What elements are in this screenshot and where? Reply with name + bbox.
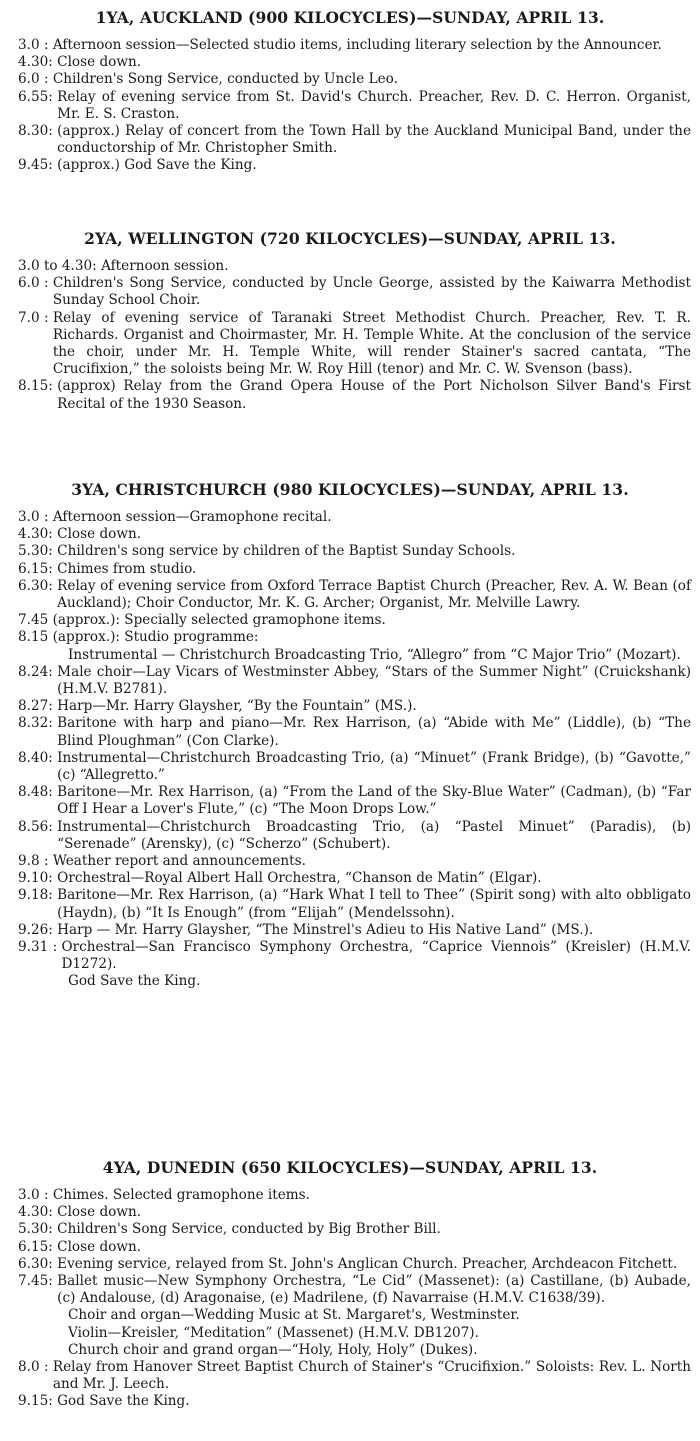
entry-text: Evening service, relayed from St. John's Anglican Church. Preacher, Archdeacon Fitchett. [57, 1255, 678, 1272]
entry-text: (approx.) God Save the King. [57, 157, 257, 174]
programme-entry [18, 578, 691, 612]
entry-text: Afternoon session—Selected studio items, including literary selection by the Announcer. [52, 37, 662, 53]
entry-time: 8.0 : [18, 1359, 53, 1376]
entry-text: Male choir—Lay Vicars of Westminster Abbey, “Stars of the Summer Night” (Cruickshank) (H.M.V. B2781). [57, 663, 691, 698]
entry-text: Close down. [57, 526, 142, 543]
programme-entry [18, 1256, 691, 1273]
programme-entry [18, 526, 691, 543]
programme-entry [18, 870, 691, 887]
programme-entry [18, 89, 691, 123]
programme-entry [18, 819, 691, 853]
programme-entry [18, 509, 691, 526]
section-title-2ya: 2YA, WELLINGTON (720 KILOCYCLES)—SUNDAY, APRIL 13. [84, 229, 616, 248]
entry-text: Relay of evening service from St. David's Church. Preacher, Rev. D. C. Herron. Organist, Mr. E. S. Craston. [57, 88, 691, 122]
entry-text: Relay of evening service of Taranaki Street Methodist Church. Preacher, Rev. T. R. Richards. Organist and Choirmaster, Mr. H. Temple White. At the conclusion of the service the choir, under Mr. H. Temple White, will render Stainer's sacred cantata, “The Crucifixion,” the soloists being Mr. W. Roy Hill (tenor) and Mr. C. W. Svenson (bass). [52, 309, 691, 378]
entry-time: 6.15: [18, 560, 58, 577]
programme-entry [18, 1187, 691, 1204]
god-save-the-king: God Save the King. [68, 973, 201, 990]
programme-sub-entry: Church choir and grand organ—“Holy, Holy, Holy” (Dukes). [68, 1341, 478, 1358]
entry-text: Baritone—Mr. Rex Harrison, (a) “Hark What I tell to Thee” (Spirit song) with alto obbligato (Haydn), (b) “It Is Enough” (from “Elijah” (Mendelssohn). [57, 887, 691, 921]
programme-entry [18, 612, 691, 629]
entry-text: Afternoon session. [101, 258, 229, 274]
entry-time: 4.30: [18, 526, 58, 543]
programme-entry [18, 939, 691, 973]
entry-time: 5.30: [18, 543, 58, 560]
entry-time: 3.0 : [18, 509, 53, 525]
entry-time: 6.30: [18, 1255, 58, 1272]
programme-entry [18, 887, 691, 921]
entry-text: Close down. [57, 1204, 142, 1221]
entry-text: Children's Song Service, conducted by Uncle Leo. [52, 71, 398, 88]
entry-text: Ballet music—New Symphony Orchestra, “Le Cid” (Massenet): (a) Castillane, (b) Aubade, (c) Andalouse, (d) Aragonaise, (e) Madrilene, (f) Navarraise (H.M.V. C1638/39). [57, 1273, 691, 1307]
entry-time: 8.56: [18, 818, 58, 835]
entry-time: 6.55: [18, 88, 58, 105]
entry-text: Harp—Mr. Harry Glaysher, “By the Fountain” (MS.). [57, 698, 417, 715]
entry-text: Baritone—Mr. Rex Harrison, (a) “From the Land of the Sky-Blue Water” (Cadman), (b) “Far Off I Hear a Lover's Flute,” (c) “The Moon Drops Low.” [57, 784, 691, 818]
programme-entry [18, 1273, 691, 1307]
entry-time: 9.18: [18, 887, 58, 904]
entry-text: Studio programme: [124, 629, 259, 646]
entry-text: Children's Song Service, conducted by Uncle George, assisted by the Kaiwarra Methodist Sunday School Choir. [52, 275, 691, 309]
programme-entry [18, 543, 691, 560]
entry-text: Orchestral—San Francisco Symphony Orchestra, “Caprice Viennois” (Kreisler) (H.M.V. D1272). [61, 939, 691, 973]
entry-time: 6.30: [18, 577, 58, 594]
programme-sub-entry: Choir and organ—Wedding Music at St. Margaret's, Westminster. [68, 1307, 520, 1324]
entry-time: 9.15: [18, 1393, 58, 1410]
programme-entry [18, 698, 691, 715]
entry-time: 6.15: [18, 1238, 58, 1255]
entry-time: 8.15 (approx.): [18, 629, 125, 646]
entry-time: 9.10: [18, 870, 58, 887]
programme-entry [18, 715, 691, 749]
programme-entry [18, 750, 691, 784]
entry-time: 6.0 : [18, 275, 53, 292]
section-title-1ya: 1YA, AUCKLAND (900 KILOCYCLES)—SUNDAY, APRIL 13. [95, 8, 605, 27]
entry-text: Close down. [57, 1238, 142, 1255]
programme-entry [18, 37, 691, 54]
programme-entry [18, 629, 691, 646]
programme-entry [18, 1239, 691, 1256]
entry-time: 9.45: [18, 157, 58, 174]
entry-time: 8.40: [18, 749, 58, 766]
entry-text: (approx.) Relay of concert from the Town Hall by the Auckland Municipal Band, under the conductorship of Mr. Christopher Smith. [57, 123, 691, 157]
entry-time: 8.32: [18, 715, 58, 732]
entry-time: 3.0 : [18, 1187, 53, 1203]
entry-time: 8.30: [18, 123, 58, 140]
entry-text: Close down. [57, 54, 142, 71]
programme-entry [18, 784, 691, 818]
entry-time: 9.26: [18, 921, 58, 938]
entry-time: 8.24: [18, 663, 58, 680]
entry-text: Children's song service by children of the Baptist Sunday Schools. [57, 543, 516, 560]
programme-entry [18, 561, 691, 578]
entry-time: 6.0 : [18, 71, 53, 88]
entry-text: Baritone with harp and piano—Mr. Rex Harrison, (a) “Abide with Me” (Liddle), (b) “The Blind Ploughman” (Con Clarke). [57, 715, 691, 749]
section-body-4ya [18, 1187, 691, 1411]
entry-text: Instrumental—Christchurch Broadcasting Trio, (a) “Minuet” (Frank Bridge), (b) “Gavotte,” (c) “Allegretto.” [57, 749, 691, 784]
entry-text: Relay from Hanover Street Baptist Church of Stainer's “Crucifixion.” Soloists: Rev. L. North and Mr. J. Leech. [52, 1359, 691, 1393]
entry-time: 9.31 : [18, 939, 62, 956]
programme-entry [18, 54, 691, 71]
programme-entry [18, 123, 691, 157]
programme-entry [18, 664, 691, 698]
programme-entry [18, 853, 691, 870]
programme-entry [18, 1393, 691, 1410]
entry-time: 8.48: [18, 784, 58, 801]
section-body-1ya [18, 37, 691, 175]
entry-time: 7.0 : [18, 309, 53, 326]
entry-text: Orchestral—Royal Albert Hall Orchestra, “Chanson de Matin” (Elgar). [57, 870, 542, 887]
programme-entry [18, 275, 691, 309]
entry-time: 8.27: [18, 698, 58, 715]
entry-time: 9.8 : [18, 853, 53, 870]
programme-sub-entry: Instrumental — Christchurch Broadcasting Trio, “Allegro” from “C Major Trio” (Mozart). [68, 646, 681, 663]
section-body-3ya [18, 509, 691, 991]
programme-sub-entry: Violin—Kreisler, “Meditation” (Massenet) (H.M.V. DB1207). [68, 1324, 479, 1341]
section-title-4ya: 4YA, DUNEDIN (650 KILOCYCLES)—SUNDAY, APRIL 13. [102, 1158, 598, 1177]
programme-entry [18, 378, 691, 412]
entry-time: 4.30: [18, 1204, 58, 1221]
programme-entry [18, 258, 691, 275]
entry-time: 3.0 : [18, 37, 53, 53]
entry-text: God Save the King. [57, 1393, 190, 1410]
entry-time: 5.30: [18, 1221, 58, 1238]
entry-text: Chimes. Selected gramophone items. [52, 1187, 310, 1203]
programme-entry [18, 310, 691, 379]
entry-text: (approx) Relay from the Grand Opera House of the Port Nicholson Silver Band's First Recital of the 1930 Season. [57, 378, 691, 412]
programme-entry [18, 1221, 691, 1238]
entry-text: Harp — Mr. Harry Glaysher, “The Minstrel's Adieu to His Native Land” (MS.). [57, 921, 594, 938]
section-title-3ya: 3YA, CHRISTCHURCH (980 KILOCYCLES)—SUNDAY, APRIL 13. [71, 480, 629, 499]
entry-time: 7.45: [18, 1273, 58, 1290]
entry-text: Weather report and announcements. [52, 853, 306, 870]
entry-text: Children's Song Service, conducted by Big Brother Bill. [57, 1221, 441, 1238]
entry-text: Chimes from studio. [57, 560, 197, 577]
programme-entry [18, 1204, 691, 1221]
programme-entry [18, 922, 691, 939]
entry-time: 8.15: [18, 378, 58, 395]
section-body-2ya [18, 258, 691, 413]
entry-text: Afternoon session—Gramophone recital. [52, 509, 332, 525]
programme-entry [18, 157, 691, 174]
entry-time: 4.30: [18, 54, 58, 71]
entry-text: Relay of evening service from Oxford Terrace Baptist Church (Preacher, Rev. A. W. Bean (of Auckland); Choir Conductor, Mr. K. G. Archer; Organist, Mr. Melville Lawry. [57, 577, 691, 612]
entry-text: Specially selected gramophone items. [124, 612, 386, 629]
programme-entry [18, 1359, 691, 1393]
entry-time: 7.45 (approx.): [18, 612, 125, 629]
entry-time: 3.0 to 4.30: [18, 258, 102, 274]
entry-text: Instrumental—Christchurch Broadcasting Trio, (a) “Pastel Minuet” (Paradis), (b) “Serenade” (Arensky), (c) “Scherzo” (Schubert). [57, 818, 691, 852]
programme-entry [18, 71, 691, 88]
